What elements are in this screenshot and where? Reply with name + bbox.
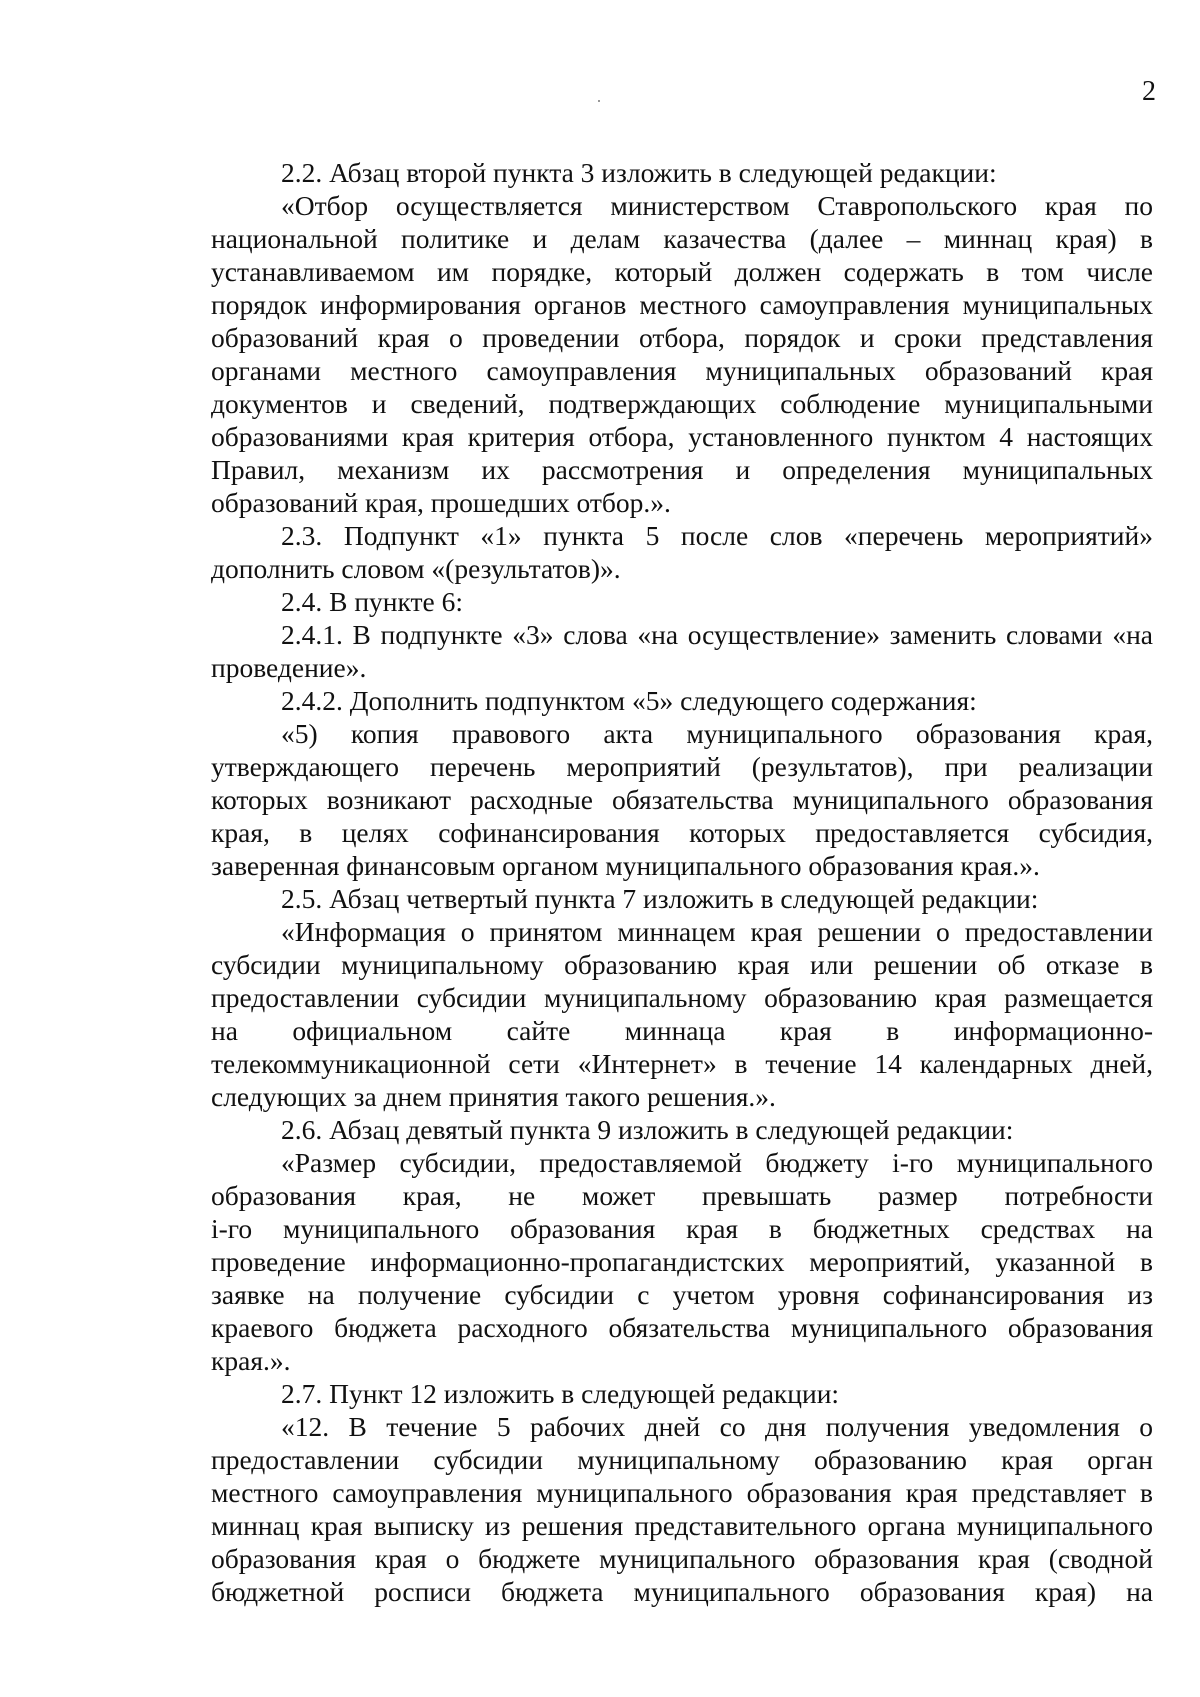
text-line: краевого бюджета расходного обязательства муниципального образования [211,1312,1153,1343]
text-line: на официальном сайте миннаца края в информационно- [211,1015,1153,1046]
document-body [211,156,1153,1608]
text-line: порядок информирования органов местного самоуправления муниципальных [211,289,1153,320]
text-line: которых возникают расходные обязательства муниципального образования [211,784,1153,815]
text-line: «Информация о принятом миннацем края решении о предоставлении [281,916,1153,947]
page-number: 2 [1142,76,1156,107]
text-line: телекоммуникационной сети «Интернет» в течение 14 календарных дней, [211,1048,1153,1079]
text-line: «5) копия правового акта муниципального образования края, [281,718,1153,749]
text-line: утверждающего перечень мероприятий (результатов), при реализации [211,751,1153,782]
text-line: предоставлении субсидии муниципальному образованию края размещается [211,982,1153,1013]
text-line: 2.7. Пункт 12 изложить в следующей редакции: [281,1378,840,1409]
text-line: проведение информационно-пропагандистских мероприятий, указанной в [211,1246,1153,1277]
text-line: документов и сведений, подтверждающих соблюдение муниципальными [211,388,1153,419]
text-line: предоставлении субсидии муниципальному образованию края орган [211,1444,1153,1475]
text-line: 2.4.2. Дополнить подпунктом «5» следующего содержания: [281,685,977,716]
text-line: Правил, механизм их рассмотрения и определения муниципальных [211,454,1153,485]
text-line: 2.5. Абзац четвертый пункта 7 изложить в следующей редакции: [281,883,1039,914]
text-line: заверенная финансовым органом муниципального образования края.». [211,850,1040,881]
text-line: «12. В течение 5 рабочих дней со дня получения уведомления о [281,1411,1153,1442]
text-line: следующих за днем принятия такого решения.». [211,1081,776,1112]
text-line: 2.4. В пункте 6: [281,586,464,617]
text-line: образования края о бюджете муниципального образования края (сводной [211,1543,1153,1574]
text-line: края.». [211,1345,291,1376]
text-line: образований края о проведении отбора, порядок и сроки представления [211,322,1153,353]
text-line: края, в целях софинансирования которых предоставляется субсидия, [211,817,1153,848]
text-line: дополнить словом «(результатов)». [211,553,621,584]
text-line: i-го муниципального образования края в бюджетных средствах на [211,1213,1153,1244]
text-line: органами местного самоуправления муниципальных образований края [211,355,1153,386]
text-line: субсидии муниципальному образованию края или решении об отказе в [211,949,1153,980]
text-line: проведение». [211,652,367,683]
text-line: заявке на получение субсидии с учетом уровня софинансирования из [211,1279,1153,1310]
text-line: миннац края выписку из решения представительного органа муниципального [211,1510,1153,1541]
text-line: образованиями края критерия отбора, установленного пунктом 4 настоящих [211,421,1153,452]
text-line: образования края, не может превышать размер потребности [211,1180,1153,1211]
text-line: 2.6. Абзац девятый пункта 9 изложить в следующей редакции: [281,1114,1014,1145]
text-line: национальной политике и делам казачества (далее – миннац края) в [211,223,1153,254]
text-line: образований края, прошедших отбор.». [211,487,671,518]
text-line: 2.4.1. В подпункте «3» слова «на осуществление» заменить словами «на [281,619,1153,650]
text-line: «Размер субсидии, предоставляемой бюджету i-го муниципального [281,1147,1153,1178]
text-line: местного самоуправления муниципального образования края представляет в [211,1477,1153,1508]
text-line: 2.2. Абзац второй пункта 3 изложить в следующей редакции: [281,157,997,188]
text-line: бюджетной росписи бюджета муниципального образования края) на [211,1576,1153,1607]
scan-speck [598,100,600,102]
text-line: «Отбор осуществляется министерством Ставропольского края по [281,190,1153,221]
text-line: устанавливаемом им порядке, который должен содержать в том числе [211,256,1153,287]
text-line: 2.3. Подпункт «1» пункта 5 после слов «перечень мероприятий» [281,520,1153,551]
